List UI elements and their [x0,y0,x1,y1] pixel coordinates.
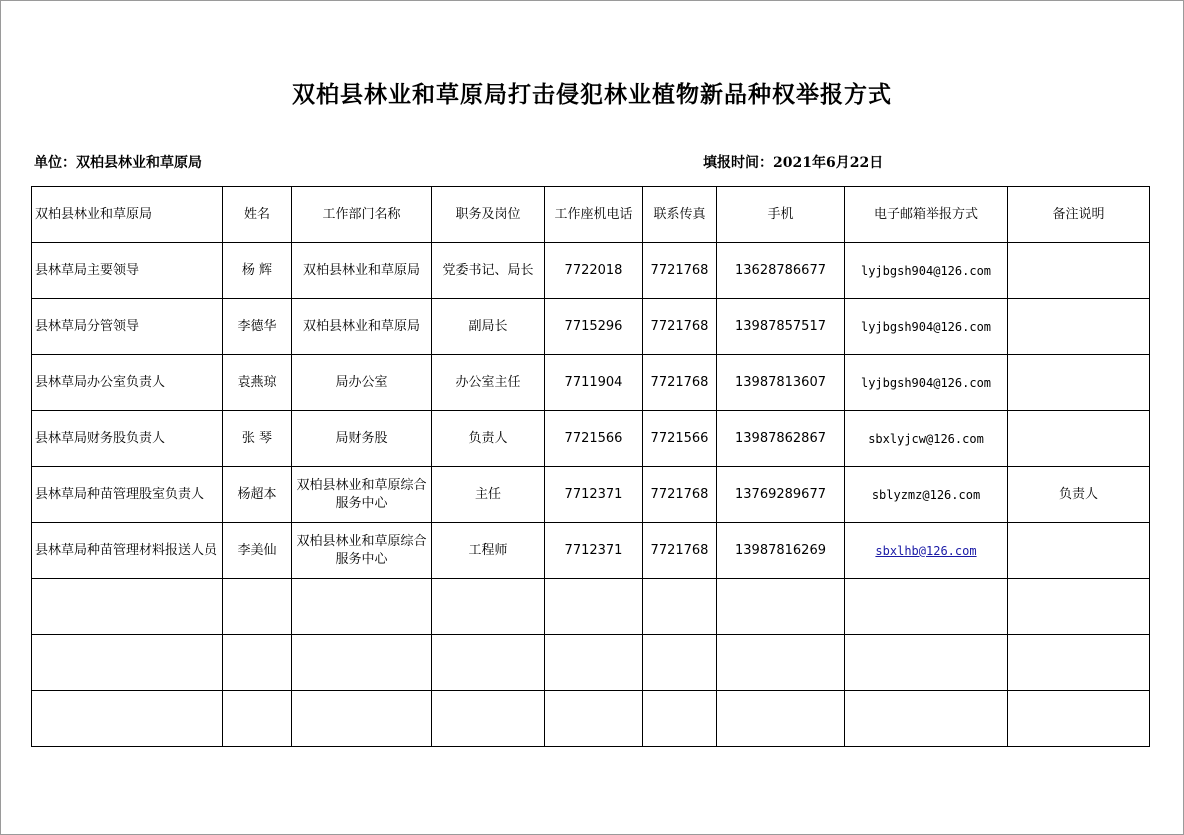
cell-phone: 7711904 [545,355,643,411]
cell-position: 副局长 [432,299,545,355]
cell-position: 负责人 [432,411,545,467]
table-row [32,355,1150,411]
cell-email: sbxlyjcw@126.com [845,411,1008,467]
table-row [32,243,1150,299]
header-name: 姓名 [223,187,292,243]
cell-name [223,691,292,747]
cell-name: 张 琴 [223,411,292,467]
cell-mobile: 13769289677 [717,467,845,523]
email-link[interactable]: sbxlhb@126.com [875,543,977,558]
table-row [32,467,1150,523]
cell-name: 袁燕琼 [223,355,292,411]
table-row [32,411,1150,467]
cell-role: 县林草局种苗管理股室负责人 [32,467,223,523]
cell-position [432,691,545,747]
cell-department [292,691,432,747]
cell-mobile: 13628786677 [717,243,845,299]
cell-department [292,579,432,635]
cell-remark [1008,635,1150,691]
cell-position: 主任 [432,467,545,523]
cell-fax: 7721566 [643,411,717,467]
cell-email: lyjbgsh904@126.com [845,355,1008,411]
date-label: 填报时间：2021年6月22日 [703,155,884,171]
cell-remark: 负责人 [1008,467,1150,523]
cell-fax: 7721768 [643,355,717,411]
cell-mobile [717,635,845,691]
cell-phone: 7712371 [545,467,643,523]
cell-role: 县林草局办公室负责人 [32,355,223,411]
cell-remark [1008,243,1150,299]
cell-department: 局办公室 [292,355,432,411]
cell-name: 李美仙 [223,523,292,579]
cell-mobile: 13987813607 [717,355,845,411]
cell-phone: 7715296 [545,299,643,355]
cell-email [845,579,1008,635]
header-mobile: 手机 [717,187,845,243]
cell-phone: 7712371 [545,523,643,579]
cell-department: 局财务股 [292,411,432,467]
cell-fax [643,691,717,747]
table-row [32,691,1150,747]
contact-table [31,186,1150,747]
cell-department: 双柏县林业和草原局 [292,299,432,355]
cell-fax [643,635,717,691]
cell-name: 杨超本 [223,467,292,523]
cell-department: 双柏县林业和草原综合服务中心 [292,467,432,523]
cell-remark [1008,579,1150,635]
cell-role [32,691,223,747]
cell-department [292,635,432,691]
unit-label: 单位：双柏县林业和草原局 [34,155,202,171]
cell-fax [643,579,717,635]
cell-position: 党委书记、局长 [432,243,545,299]
header-fax: 联系传真 [643,187,717,243]
cell-role: 县林草局分管领导 [32,299,223,355]
cell-department: 双柏县林业和草原局 [292,243,432,299]
header-department: 工作部门名称 [292,187,432,243]
cell-mobile: 13987857517 [717,299,845,355]
table-header-row [32,187,1150,243]
cell-phone: 7722018 [545,243,643,299]
cell-mobile: 13987816269 [717,523,845,579]
cell-remark [1008,523,1150,579]
cell-email: lyjbgsh904@126.com [845,299,1008,355]
cell-mobile: 13987862867 [717,411,845,467]
cell-phone [545,579,643,635]
cell-role: 县林草局财务股负责人 [32,411,223,467]
table-row [32,579,1150,635]
header-phone: 工作座机电话 [545,187,643,243]
cell-role [32,579,223,635]
cell-remark [1008,691,1150,747]
header-remark: 备注说明 [1008,187,1150,243]
cell-phone [545,635,643,691]
cell-email [845,523,1008,579]
cell-phone [545,691,643,747]
cell-role [32,635,223,691]
table-row [32,523,1150,579]
cell-role: 县林草局主要领导 [32,243,223,299]
cell-email [845,691,1008,747]
cell-position [432,579,545,635]
cell-name [223,635,292,691]
cell-fax: 7721768 [643,243,717,299]
cell-role: 县林草局种苗管理材料报送人员 [32,523,223,579]
cell-name: 杨 辉 [223,243,292,299]
cell-fax: 7721768 [643,299,717,355]
cell-name [223,579,292,635]
table-row [32,635,1150,691]
cell-department: 双柏县林业和草原综合服务中心 [292,523,432,579]
table-row [32,299,1150,355]
page-title: 双柏县林业和草原局打击侵犯林业植物新品种权举报方式 [292,81,892,108]
header-email: 电子邮箱举报方式 [845,187,1008,243]
cell-remark [1008,411,1150,467]
cell-fax: 7721768 [643,467,717,523]
cell-email: sblyzmz@126.com [845,467,1008,523]
cell-remark [1008,299,1150,355]
cell-phone: 7721566 [545,411,643,467]
header-unit: 双柏县林业和草原局 [32,187,223,243]
cell-email: lyjbgsh904@126.com [845,243,1008,299]
cell-email [845,635,1008,691]
cell-mobile [717,579,845,635]
cell-name: 李德华 [223,299,292,355]
header-position: 职务及岗位 [432,187,545,243]
cell-position: 工程师 [432,523,545,579]
cell-fax: 7721768 [643,523,717,579]
cell-position: 办公室主任 [432,355,545,411]
cell-position [432,635,545,691]
cell-remark [1008,355,1150,411]
cell-mobile [717,691,845,747]
